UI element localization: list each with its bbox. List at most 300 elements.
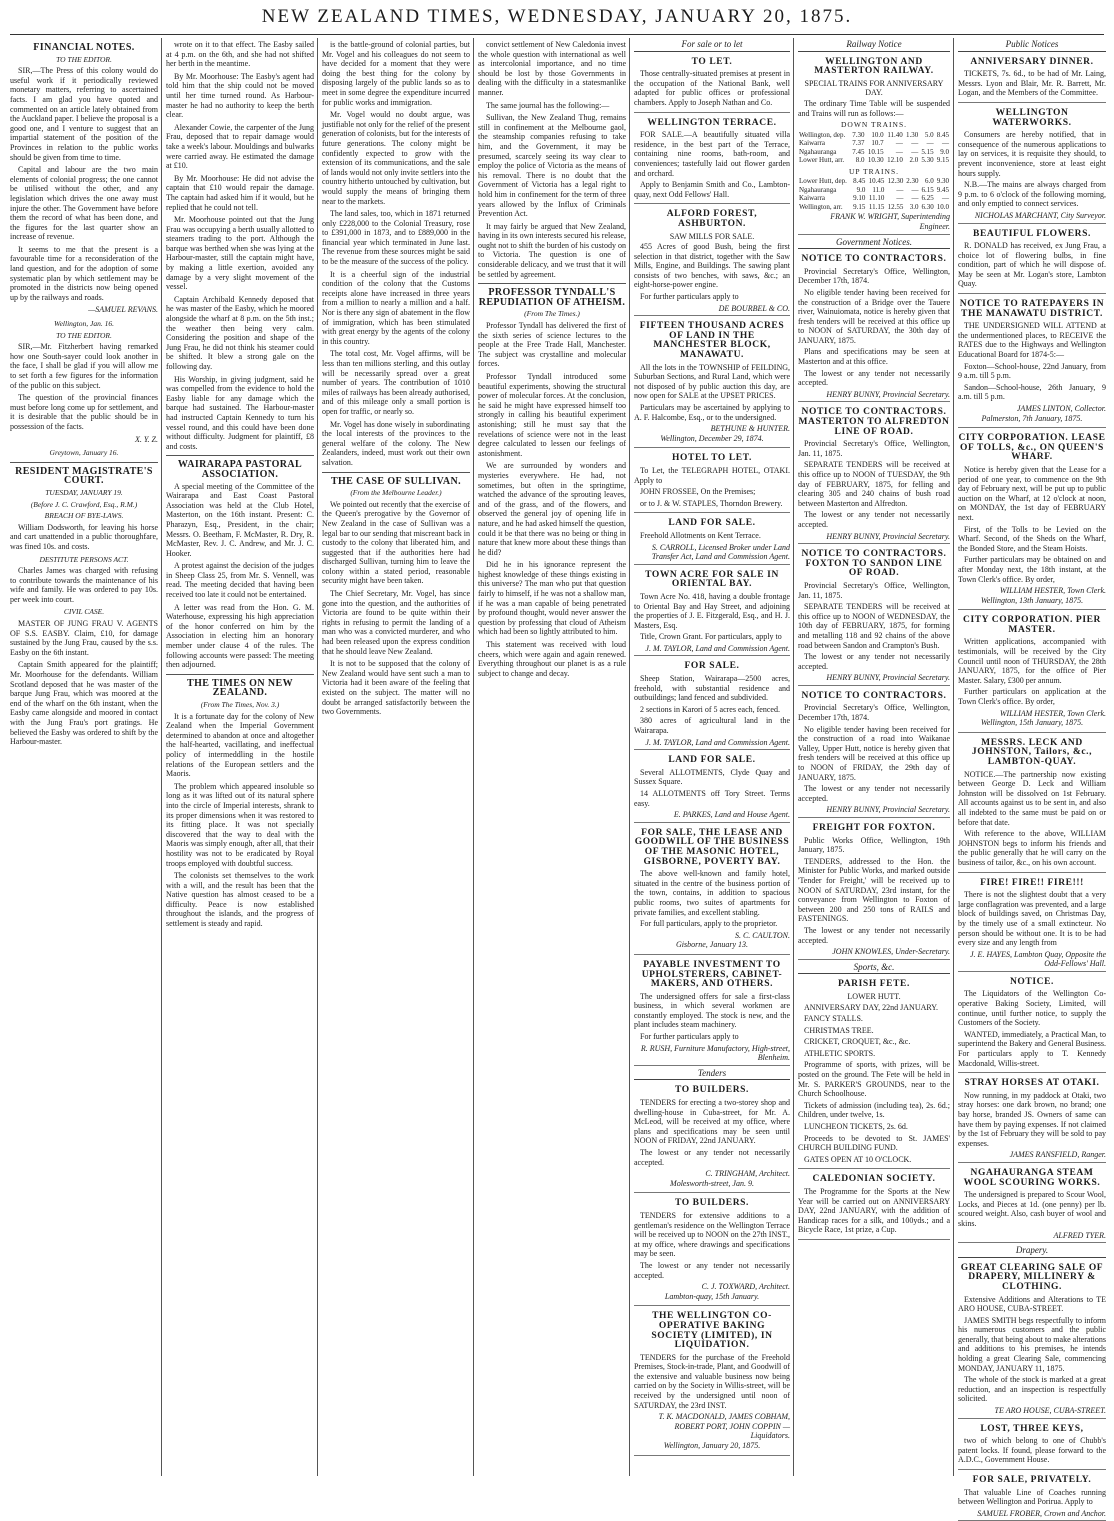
timetable-cell: 9.15 xyxy=(853,202,866,211)
article-paragraph: This statement was received with loud cheers, which were again and again renewed. Everything throughout our planet is as a rule subject to change and decay. xyxy=(478,640,626,678)
timetable-cell: 9.0 xyxy=(856,185,866,194)
advertisement xyxy=(958,55,1106,103)
article-subheading: (From the Melbourne Leader.) xyxy=(350,488,442,498)
article-paragraph: convict settlement of New Caledonia invest the whole question with international as well as intercolonial importance, and no time should be lost by those Governments in dealing with the difficulty in a statesmanlike manner. xyxy=(478,40,626,97)
advertisement xyxy=(634,826,790,955)
advertisement-title: LAND FOR SALE. xyxy=(668,518,756,529)
advertisement-title: GREAT CLEARING SALE OF DRAPERY, MILLINERY & CLOTHING. xyxy=(960,1262,1104,1292)
advertisement xyxy=(634,659,790,750)
timetable-cell: 9.0 xyxy=(940,147,949,156)
article-signature: —SAMUEL REVANS. xyxy=(88,305,158,315)
advertisement-text: The ordinary Time Table will be suspended and Trains will run as follows:— xyxy=(798,98,950,118)
masthead-rule xyxy=(10,34,1104,35)
advertisement-title: PAYABLE INVESTMENT TO UPHOLSTERERS, CABINET-MAKERS, AND OTHERS. xyxy=(641,959,783,990)
column-rule xyxy=(317,38,318,1476)
article-paragraph: Did he in his ignorance represent the highest knowledge of these things existing in this universe? The man who put that question fairly to himself, if he was not a shallow man, if he was a man capable of being penetrated by profound thought, would never answer the question by professing that cloud of Atheism which had been so lightly attributed to him. xyxy=(478,560,626,637)
advertisement-signature: ALFRED TYER. xyxy=(1053,1230,1106,1240)
article-paragraph: Charles James was charged with refusing to contribute towards the maintenance of his wife and family. He was ordered to pay 10s. per week into court. xyxy=(10,566,158,604)
advertisement xyxy=(958,1261,1106,1419)
advertisement-text: Those centrally-situated premises at present in the occupation of the National Bank, well adapted for public offices or professional chambers. Apply to Joseph Nathan and Co. xyxy=(634,69,790,107)
advertisement-date: Lambton-quay, 15th January. xyxy=(664,1291,760,1301)
advertisement-signature: WILLIAM HESTER, Town Clerk. xyxy=(999,586,1106,596)
article-signature: X. Y. Z. xyxy=(134,434,158,444)
article-paragraph: The same journal has the following:— xyxy=(486,100,610,110)
timetable-cell: 9.15 xyxy=(936,156,949,165)
advertisement-signature: HENRY BUNNY, Provincial Secretary. xyxy=(826,389,950,399)
advertisement xyxy=(798,689,950,818)
timetable-cell: 6.0 xyxy=(924,177,934,186)
timetable-cell: 3.0 xyxy=(909,202,919,211)
advertisement-text: Particulars may be ascertained by applying to A. F. Halcombe, Esq., or to the undersigned. xyxy=(634,403,790,422)
timetable-cell: 12.55 xyxy=(887,202,904,211)
advertisement-text: Notice is hereby given that the Lease for a period of one year, to commence on the 9th day of February next, will be put up to public auction on the Wharf, at 12 o'clock at noon, on MONDAY, the 1st day of FEBRUARY next. xyxy=(958,464,1106,522)
advertisement xyxy=(634,1309,790,1455)
advertisement-title: LAND FOR SALE. xyxy=(668,755,756,766)
advertisement-signature: NICHOLAS MARCHANT, City Surveyor. xyxy=(974,210,1106,220)
advertisement-title: WELLINGTON WATERWORKS. xyxy=(992,107,1072,128)
advertisement-title: ALFORD FOREST, ASHBURTON. xyxy=(666,209,758,229)
timetable-cell: — xyxy=(911,147,919,156)
article-subheading: TO THE EDITOR. xyxy=(56,330,112,340)
timetable-cell: 10.30 xyxy=(867,156,884,165)
article-paragraph: Captain Archibald Kennedy deposed that he was master of the Easby, which he moored alongside the wharf at 8 p.m. on the 5th inst.; the weather then being very calm. Considering the position and shape of the Jung Frau, he did not think his steamer could be shifted. It blew a strong gale on the following day. xyxy=(166,294,314,371)
timetable-caption: DOWN TRAINS. xyxy=(840,120,908,130)
advertisement-text: The Programme for the Sports at the New Year will be carried out on ANNIVERSARY DAY, 22nd JANUARY, with the addition of Handicap races for a silk, and 100yds.; and a Bicycle Race, 1st prize, a Cup. xyxy=(798,1187,950,1235)
article-paragraph: A letter was read from the Hon. G. M. Waterhouse, expressing his high appreciation of the honor conferred on him by the Association in electing him an honorary member under clause 4 of the rules. The following accounts were passed: The meeting then adjourned. xyxy=(166,602,314,670)
advertisement-text: 2 sections in Karori of 5 acres each, fenced. xyxy=(640,704,780,714)
timetable-cell: 2.30 xyxy=(906,177,919,186)
advertisement-text: Apply to Benjamin Smith and Co., Lambton-quay, next Odd Fellows' Hall. xyxy=(634,180,790,199)
timetable-cell: — xyxy=(911,185,919,194)
advertisement-text: The undersigned is prepared to Scour Wool, Locks, and Pieces at 1d. (one penny) per lb. scoured weight. Also, cash buyer of wool and skins. xyxy=(958,1190,1106,1228)
article-paragraph: It is not to be supposed that the colony of New Zealand would have sent such a man to Victoria had it been aware of the feeling that existed on the subject. The matter will no doubt be arranged satisfactorily between the two Governments. xyxy=(322,659,470,717)
timetable-cell: 9.30 xyxy=(936,177,949,186)
timetable-cell: Lower Hutt, dep. xyxy=(799,177,847,186)
advertisement-text: Proceeds to be devoted to St. JAMES' CHURCH BUILDING FUND. xyxy=(798,1133,950,1153)
advertisement-text: Freehold Allotments on Kent Terrace. xyxy=(640,530,761,540)
advertisement-signature: J. M. TAYLOR, Land and Commission Agent. xyxy=(645,737,790,747)
column-rule xyxy=(473,38,474,1476)
advertisement xyxy=(958,1166,1106,1243)
timetable-cell: 7.37 xyxy=(852,139,865,148)
advertisement-date: Palmerston, 7th January, 1875. xyxy=(981,413,1083,423)
advertisement xyxy=(634,958,790,1066)
advertisement-text: TENDERS for extensive additions to a gentleman's residence on the Wellington Terrace will be received up to NOON on the 27th INST., at my office, where drawings and specifications may be seen. xyxy=(634,1210,790,1259)
article-paragraph: Sullivan, the New Zealand Thug, remains still in confinement at the Melbourne gaol, the steamship companies refusing to take him, and the Government, it may be presumed, scarcely seeing its way clear to employ the police of Victoria as the means of his removal. There is no doubt that the Government of Victoria has a legal right to hold him in confinement for the term of three years allowed by the Influx of Criminals Prevention Act. xyxy=(478,113,626,219)
advertisement-date: Wellington, 13th January, 1875. xyxy=(980,595,1084,605)
article-paragraph: SIR,—Mr. Fitzherbert having remarked how one South-sayer could look another in the face, I shall be glad if you will allow me to set forth a few figures for the information of the public on this subject. xyxy=(10,342,158,390)
article-paragraph: wrote on it to that effect. The Easby sailed at 4 p.m. on the 6th, and she had not shifted her berth in the meantime. xyxy=(166,40,314,69)
advertisement-text: The undersigned offers for sale a first-class business, in which several workmen are constantly employed. The stock is new, and the plant includes steam machinery. xyxy=(634,991,790,1030)
timetable-cell: — xyxy=(911,194,919,203)
advertisement-text: Public Works Office, Wellington, 19th January, 1875. xyxy=(798,835,950,855)
advertisement-text: GATES OPEN AT 10 O'CLOCK. xyxy=(804,1154,912,1164)
advertisement-text: The lowest or any tender not necessarily accepted. xyxy=(798,368,950,388)
advertisement-text: Provincial Secretary's Office, Wellington, Jan. 11, 1875. xyxy=(798,439,950,458)
timetable-cell: Kaiwarra xyxy=(799,194,826,203)
timetable-row xyxy=(798,139,950,148)
advertisement-text: No eligible tender having been received for the construction of a Bridge over the Tauere river, Wainuiomata, notice is hereby given that fresh tenders will be received at this office up to NOON of SATURDAY, the 30th day of JANUARY, 1875. xyxy=(798,287,950,345)
advertisement-title: FIRE! FIRE!! FIRE!!! xyxy=(980,877,1084,888)
advertisement-date: Gisborne, January 13. xyxy=(676,940,748,950)
column-rule xyxy=(161,38,162,1476)
timetable-cell: 8.45 xyxy=(936,130,949,139)
column-3 xyxy=(322,40,470,1476)
advertisement-signature: HENRY BUNNY, Provincial Secretary. xyxy=(826,805,950,815)
article-paragraph: William Dodsworth, for leaving his horse and cart unattended in a public thoroughfare, was fined 10s. and costs. xyxy=(10,522,158,551)
advertisement xyxy=(958,1473,1106,1521)
timetable-cell: — xyxy=(896,194,904,203)
advertisement-title: CITY CORPORATION. PIER MASTER. xyxy=(962,615,1102,635)
advertisement-title: TO BUILDERS. xyxy=(674,1085,750,1096)
advertisement xyxy=(634,753,790,823)
advertisement-signature: C. TRINGHAM, Architect. xyxy=(705,1169,790,1179)
advertisement-text: The lowest or any tender not necessarily accepted. xyxy=(798,784,950,803)
advertisement-text: The above well-known and family hotel, situated in the centre of the business portion of the town, contains, in addition to spacious public rooms, two suites of apartments for private families, and excellent stabling. xyxy=(634,869,790,917)
timetable-row xyxy=(798,131,950,140)
article-heading: THE CASE OF SULLIVAN. xyxy=(330,475,462,487)
column-rule xyxy=(793,38,794,1476)
advertisement-text: Further particulars may be obtained on and after Monday next, the 18th instant, at the Town Clerk's office. By order, xyxy=(958,555,1106,584)
advertisement xyxy=(634,451,790,513)
advertisement-text: All the lots in the TOWNSHIP of FEILDING, Suburban Sections, and Rural Land, which were not disposed of by public auction this day, are now open for SALE at the UPSET PRICES. xyxy=(634,362,790,401)
timetable-cell: 10.0 xyxy=(936,202,949,211)
column-7 xyxy=(958,39,1106,1518)
advertisement xyxy=(634,55,790,113)
article-subheading: Wellington, Jan. 16. xyxy=(54,319,114,329)
advertisement-title: CITY CORPORATION. LEASE OF TOLLS, &c., ON QUEEN'S WHARF. xyxy=(958,433,1106,463)
article-heading: PROFESSOR TYNDALL'S REPUDIATION OF ATHEISM. xyxy=(478,287,626,308)
advertisement-signature: T. K. MACDONALD, JAMES COBHAM, ROBERT PORT, JOHN COPPIN — Liquidators. xyxy=(658,1412,790,1441)
timetable-cell: 7.30 xyxy=(852,130,865,139)
section-divider xyxy=(166,674,314,675)
advertisement xyxy=(958,1076,1106,1163)
timetable-cell: — xyxy=(895,147,903,156)
timetable-cell: — xyxy=(942,139,949,148)
advertisement-title: TO LET. xyxy=(691,56,733,67)
advertisement-signature: J. E. HAYES, Lambton Quay, Opposite the Odd-Fellows' Hall. xyxy=(970,949,1106,969)
timetable-cell: 10.0 xyxy=(871,130,884,139)
advertisement-subtitle: LOWER HUTT. xyxy=(847,991,901,1001)
advertisement-text: N.B.—The mains are always charged from 9 p.m. to 6 o'clock of the following morning, and only emptied to connect services. xyxy=(958,180,1106,209)
advertisement-text: Further particulars on application at the Town Clerk's office. By order, xyxy=(958,687,1106,707)
advertisement-text: Sandon—School-house, 26th January, 9 a.m. till 5 p.m. xyxy=(958,382,1106,402)
advertisement-title: NOTICE TO CONTRACTORS. MASTERTON TO ALFREDTON LINE OF ROAD. xyxy=(798,407,950,437)
timetable-row xyxy=(798,186,950,195)
advertisement-text: Provincial Secretary's Office, Wellington, Jan. 11, 1875. xyxy=(798,580,950,600)
timetable-cell: — xyxy=(911,139,919,148)
column-rule xyxy=(953,38,954,1476)
advertisement-title: FOR SALE. xyxy=(684,661,740,672)
article-paragraph: Capital and labour are the two main elements of colonial progress; the one cannot be utilised without the other, and any legislation which drives the one away must injure the other. The Government have before them the record of what has been done, and the figures for the last quarter show an increase of revenue. xyxy=(10,165,158,242)
article-paragraph: Mr. Moorhouse pointed out that the Jung Frau was occupying a berth usually allotted to steamers trading to the port. Although the barque was berthed when she was lying at the Harbour-master, still the captain might have, by making a little exertion, avoided any damage by a very slight movement of the vessel. xyxy=(166,215,314,292)
advertisement-date: Wellington, 15th January, 1875. xyxy=(980,718,1084,728)
article-paragraph: The land sales, too, which in 1871 returned only £228,000 to the Colonial Treasury, rose to £391,000 in 1873, and to £889,000 in the financial year which terminated in June last. The revenue from these sources might be said to be the measure of the success of the policy. xyxy=(322,209,470,267)
timetable-cell: 2.0 xyxy=(909,156,919,165)
advertisement xyxy=(958,297,1106,428)
timetable-cell: 7.45 xyxy=(852,147,865,156)
advertisement-title: PARISH FETE. xyxy=(838,979,910,990)
advertisement xyxy=(798,821,950,960)
timetable-cell: — xyxy=(942,194,949,203)
advertisement xyxy=(958,431,1106,610)
article-paragraph: The Chief Secretary, Mr. Vogel, has since gone into the question, and the authorities of Victoria are found to be quite within their rights in refusing to permit the landing of a man who was a convicted murderer, and who had been released upon the express condition that he should leave New Zealand. xyxy=(322,589,470,656)
article-subheading: DESTITUTE PERSONS ACT. xyxy=(39,554,129,564)
advertisement-text: R. DONALD has received, ex Jung Frau, a choice lot of flowering bulbs, in fine condition, part of which he will dispose of. May be seen at Mr. Logan's store, Lambton Quay. xyxy=(958,241,1106,289)
article-subheading: Greytown, January 16. xyxy=(49,448,119,458)
advertisement-text: First, of the Tolls to be Levied on the Wharf. Second, of the Sheds on the Wharf, the Bonded Store, and the Steam Hoists. xyxy=(958,524,1106,553)
article-paragraph: A special meeting of the Committee of the Wairarapa and East Coast Pastoral Association was held at the Club Hotel, Masterton, on the 16th instant. Present: C. Pharazyn, Esq., President, in the chair; Messrs. O. Beetham, F. McMaster, R. Dry, R. McMaster, Rev. J. C. Andrew, and Mr. J. C. Hooker. xyxy=(166,481,314,558)
advertisement-title: FREIGHT FOR FOXTON. xyxy=(812,823,936,833)
section-divider xyxy=(322,472,470,473)
advertisement-text: There is not the slightest doubt that a very large conflagration was prevented, and a large block of buildings saved, on Christmas Day, by the timely use of a small extincteur. No person should be without one. It is to be had every size and any length from xyxy=(958,890,1106,948)
advertisement-text: THE UNDERSIGNED WILL ATTEND at the undermentioned places, to RECEIVE the RATES due to the Highways and Wellington Educational Board for 1874-5:— xyxy=(958,321,1106,360)
advertisement-title: TO BUILDERS. xyxy=(674,1198,750,1209)
advertisement-text: For further particulars apply to xyxy=(640,1032,739,1042)
advertisement-title: WELLINGTON TERRACE. xyxy=(647,117,777,128)
advertisement-text: No eligible tender having been received for the construction of a road into Waikanae Valley, Upper Hutt, notice is hereby given that fresh tenders will be received at this office up to NOON of FRIDAY, the 29th day of JANUARY, 1875. xyxy=(798,724,950,782)
advertisement-text: Foxton—School-house, 22nd January, from 9 a.m. till 5 p.m. xyxy=(958,361,1106,381)
advertisement-signature: DE BOURBEL & CO. xyxy=(718,303,790,313)
article-paragraph: Mr. Vogel would no doubt argue, was justifiable not only for the relief of the present generation of colonists, but for the interests of future generations. The colony might be confidently expected to grow with the extension of its communications, and the sale of lands would not only invite settlers into the country hitherto untouched by cultivation, but would supply the means of bringing them near to the markets. xyxy=(322,110,470,206)
advertisement-text: To Let, the TELEGRAPH HOTEL, OTAKI. Apply to xyxy=(634,465,790,485)
advertisement-text: SEPARATE TENDERS will be received at this office up to NOON of WEDNESDAY, the 10th day of FEBRUARY, 1875, for forming and metalling 118 and 92 chains of the above road between Sandon and Crampton's Bush. xyxy=(798,602,950,650)
advertisement xyxy=(634,1083,790,1193)
article-paragraph: It is a cheerful sign of the industrial condition of the colony that the Customs receipts alone have increased in three years from a million to nearly a million and a half. Nor is there any sign of abatement in the flow of immigration, which has been stimulated with great energy by the agents of the colony in this country. xyxy=(322,269,470,346)
article-paragraph: It is a fortunate day for the colony of New Zealand when the Imperial Government determined to abandon at once and altogether the half-hearted, vacillating, and ineffectual policy of intermeddling in the hostile relations of the European settlers and the Maoris. xyxy=(166,711,314,779)
timetable-cell: Ngahauranga xyxy=(799,147,837,156)
advertisement-text: JAMES SMITH begs respectfully to inform his numerous customers and the public generally, that being about to make alterations and additions to his premises, he intends holding a great Clearing Sale, commencing MONDAY, JANUARY 11, 1875. xyxy=(958,1315,1106,1373)
timetable-cell: 11.10 xyxy=(868,194,885,203)
article-paragraph: A protest against the decision of the judges in Sheep Class 25, from Mr. S. Vennell, was read. The meeting decided that having been received too late it could not be entertained. xyxy=(166,561,314,600)
timetable-cell: 6.15 xyxy=(921,185,934,194)
advertisement-text: CHRISTMAS TREE. xyxy=(804,1025,874,1035)
masthead: NEW ZEALAND TIMES, WEDNESDAY, JANUARY 20, 1875. xyxy=(261,6,853,27)
advertisement-text: SEPARATE TENDERS will be received at this office up to NOON of TUESDAY, the 9th day of FEBRUARY, 1875, for felling and clearing 305 and 240 chains of bush road between Masterton and Alfredton. xyxy=(798,460,950,508)
timetable-cell: 11.40 xyxy=(887,130,903,139)
timetable-cell: 12.30 xyxy=(887,177,904,186)
article-heading: FINANCIAL NOTES. xyxy=(33,42,135,53)
advertisement-text: For full particulars, apply to the proprietor. xyxy=(640,919,778,929)
advertisement-title: ANNIVERSARY DINNER. xyxy=(970,56,1094,67)
article-subheading: CIVIL CASE. xyxy=(63,607,105,617)
advertisement-signature: WILLIAM HESTER, Town Clerk. xyxy=(999,708,1106,718)
advertisement-text: Provincial Secretary's Office, Wellington, December 17th, 1874. xyxy=(798,703,950,723)
section-header: Tenders xyxy=(634,1069,790,1081)
advertisement-text: WANTED, immediately, a Practical Man, to superintend the Bakery and General Business. For particulars apply to T. Kennedy Macdonald, Willis-street. xyxy=(958,1029,1106,1068)
advertisement-title: FOR SALE, THE LEASE AND GOODWILL OF THE BUSINESS OF THE MASONIC HOTEL, GISBORNE, POVERTY BAY. xyxy=(634,827,790,867)
timetable-cell: Lower Hutt, arr. xyxy=(799,156,845,165)
advertisement-signature: BETHUNE & HUNTER. xyxy=(710,424,790,434)
article-paragraph: We pointed out recently that the exercise of the Queen's prerogative by the Governor of New Zealand in the case of Sullivan was a legal bar to our sending that miscreant back in custody to the colony that liberated him, and suggested that if the authorities here had discharged Sullivan, turning him to leave the colony within a stated period, reasonable security might have been taken. xyxy=(322,499,470,586)
advertisement xyxy=(958,975,1106,1073)
timetable-row xyxy=(798,194,950,203)
timetable-cell: 9.10 xyxy=(853,194,866,203)
column-6 xyxy=(798,40,950,1476)
article-heading: RESIDENT MAGISTRATE'S COURT. xyxy=(15,465,153,487)
advertisement-title: STRAY HORSES AT OTAKI. xyxy=(964,1078,1100,1089)
article-paragraph: We are surrounded by wonders and mysteries everywhere. He had, not sometimes, but often in the springtime, watched the advance of the sprouting leaves, and of the grass, and of the flowers, and observed the general joy of opening life in nature, and he had asked himself the question, could it be that there was no being or thing in nature that knew more about these things than he did? xyxy=(478,461,626,557)
article-paragraph: Mr. Vogel has done wisely in subordinating the local interests of the provinces to the general welfare of the colony. The New Zealanders, indeed, must work out their own salvation. xyxy=(322,419,470,467)
advertisement-text: The lowest or any tender not necessarily accepted. xyxy=(798,510,950,529)
advertisement-title: HOTEL TO LET. xyxy=(672,453,752,464)
advertisement xyxy=(958,876,1106,972)
advertisement-date: Molesworth-street, Jan. 9. xyxy=(670,1178,754,1188)
article-paragraph: The question of the provincial finances must before long come up for settlement, and it is desirable that the public should be in possession of the facts. xyxy=(10,393,158,431)
advertisement-text: 455 Acres of good Bush, being the first selection in that district, together with the Saw Mills, Engine, and Buildings. The sawing plant consists of two benches, with saws, &c.; an eight-horse-power engine. xyxy=(634,242,790,290)
column-1 xyxy=(10,40,158,1476)
section-header: Railway Notice xyxy=(798,40,950,52)
advertisement-signature: HENRY BUNNY, Provincial Secretary. xyxy=(826,673,950,683)
article-paragraph: By Mr. Moorhouse: The Easby's agent had told him that the ship could not be moved until her time turned round. As Harbour-master he had no authority to keep the berth clear. xyxy=(166,71,314,120)
advertisement xyxy=(958,227,1106,295)
advertisement-text: Sheep Station, Wairarapa—2500 acres, freehold, with substantial residence and outbuildings; land fenced and subdivided. xyxy=(634,674,790,703)
advertisement-title: NOTICE TO CONTRACTORS. xyxy=(801,254,947,265)
advertisement-signature: JOHN KNOWLES, Under-Secretary. xyxy=(832,947,950,957)
column-rule xyxy=(629,38,630,1476)
timetable-cell: 6.30 xyxy=(921,202,934,211)
advertisement-text: With reference to the above, WILLIAM JOHNSTON begs to inform his friends and the public generally that he will carry on the business of tailor, &c., on his own account. xyxy=(958,829,1106,867)
advertisement-text: Extensive Additions and Alterations to TE ARO HOUSE, CUBA-STREET. xyxy=(958,1294,1106,1314)
advertisement-signature: FRANK W. WRIGHT, Superintending Engineer. xyxy=(830,212,950,231)
advertisement-signature: JAMES LINTON, Collector. xyxy=(1016,404,1106,413)
article-paragraph: Professor Tyndall has delivered the first of the sixth series of science lectures to the people at the Free Trade Hall, Manchester. The subject was crystalline and molecular forces. xyxy=(478,321,626,369)
article-paragraph: SIR,—The Press of this colony would do useful work if it periodically reviewed monetary matters, referring to ascertained facts. I am glad you have quoted and commented on an article lately obtained from the Auckland paper. I believe the proposal is a good one, and I venture to suggest that an impartial statement of the position of the Provinces in relation to the public works should be given from time to time. xyxy=(10,66,158,162)
timetable-cell: — xyxy=(895,139,903,148)
advertisement xyxy=(634,116,790,205)
advertisement-subtitle: SPECIAL TRAINS FOR ANNIVERSARY DAY. xyxy=(804,78,944,98)
advertisement-title: CALEDONIAN SOCIETY. xyxy=(812,1174,936,1185)
advertisement-text: Programme of sports, with prizes, will be posted on the ground. The Fete will be held in Mr. S. PARKER'S GROUNDS, near to the Church Schoolhouse. xyxy=(798,1060,950,1099)
advertisement-title: THE WELLINGTON CO-OPERATIVE BAKING SOCIETY (LIMITED), IN LIQUIDATION. xyxy=(651,1311,773,1351)
timetable-cell: 11.15 xyxy=(868,202,885,211)
section-header: Public Notices xyxy=(958,40,1106,52)
advertisement xyxy=(634,319,790,448)
article-heading: WAIRARAPA PASTORAL ASSOCIATION. xyxy=(177,459,303,480)
timetable-caption: UP TRAINS. xyxy=(848,166,899,176)
column-4 xyxy=(478,40,626,1476)
article-subheading: (From The Times.) xyxy=(524,309,580,319)
column-5 xyxy=(634,40,790,1476)
advertisement xyxy=(958,106,1106,224)
article-subheading: BREACH OF BYE-LAWS. xyxy=(44,511,124,521)
advertisement xyxy=(798,977,950,1169)
timetable-row xyxy=(798,177,950,186)
article-paragraph: It may fairly be argued that New Zealand, having in its own interests secured his release, ought not to shift the burden of his custody on to Victoria. The question is one of considerable delicacy, and we trust that it will be settled by agreement. xyxy=(478,221,626,279)
advertisement-text: ANNIVERSARY DAY, 22nd JANUARY. xyxy=(804,1002,939,1012)
advertisement-signature: SAMUEL FROBER, Crown and Anchor. xyxy=(977,1508,1106,1518)
timetable-row xyxy=(798,156,950,165)
timetable-cell: Kaiwarra xyxy=(799,139,826,148)
advertisement xyxy=(958,613,1106,733)
advertisement-signature: S. C. CAULTON. xyxy=(734,930,790,940)
timetable-cell: 8.45 xyxy=(853,177,866,186)
section-divider xyxy=(166,455,314,456)
advertisement-text: TICKETS, 7s. 6d., to be had of Mr. Laing, Messrs. Lyon and Blair, Mr. R. Barrett, Mr. Logan, and the Members of the Committee. xyxy=(958,69,1106,98)
advertisement xyxy=(798,252,950,402)
article-subheading: (From The Times, Nov. 3.) xyxy=(200,700,280,709)
advertisement-text: 380 acres of agricultural land in the Wairarapa. xyxy=(634,716,790,736)
advertisement-text: Tickets of admission (including tea), 2s. 6d.; Children, under twelve, 1s. xyxy=(798,1100,950,1120)
advertisement xyxy=(798,1172,950,1240)
advertisement-text: FOR SALE.—A beautifully situated villa residence, in the best part of the Terrace, containing nine rooms, bath-room, and conveniences; tastefully laid out flower garden and orchard. xyxy=(634,130,790,178)
timetable-row xyxy=(798,203,950,212)
advertisement xyxy=(958,736,1106,873)
advertisement-text: TENDERS for the purchase of the Freehold Premises, Stock-in-trade, Plant, and Goodwill of the extensive and valuable business now being carried on by the Society in Willis-street, will be received by the undersigned until noon of SATURDAY, the 23rd INST. xyxy=(634,1352,790,1410)
timetable-cell: Wellington, arr. xyxy=(799,202,843,211)
timetable-down xyxy=(798,131,950,165)
advertisement-title: MESSRS. LECK AND JOHNSTON, Tailors, &c., LAMBTON-QUAY. xyxy=(971,737,1093,767)
article-paragraph: His Worship, in giving judgment, said he was compelled from the evidence to hold the Easby liable for any damage which the barque had sustained. The Harbour-master had instructed Captain Kennedy to turn his vessel round, and this could have been done without difficulty. Judgment for plaintiff, £8 and costs. xyxy=(166,374,314,451)
timetable-cell: 10.45 xyxy=(868,177,885,186)
advertisement-text: The Liquidators of the Wellington Co-operative Baking Society, Limited, will continue, until further notice, to supply the Customers of the Society. xyxy=(958,989,1106,1028)
timetable-cell: 9.45 xyxy=(936,185,949,194)
article-paragraph: Professor Tyndall introduced some beautiful experiments, showing the structural power of molecular forces. At the conclusion, he said he might have expressed himself too strongly in calling his beautiful experiment astonishing; still he must say that the revelations of science were not in the least degree calculated to lessen our feelings of astonishment. xyxy=(478,372,626,458)
advertisement-title: NOTICE TO RATEPAYERS IN THE MANAWATU DISTRICT. xyxy=(959,299,1105,319)
advertisement xyxy=(958,1422,1106,1470)
article-paragraph: The colonists set themselves to the work with a will, and the result has been that the Native question has almost ceased to be a difficulty. Peace is now established throughout the islands, and the progress of settlement is steady and rapid. xyxy=(166,871,314,929)
article-subheading: (Before J. C. Crawford, Esq., R.M.) xyxy=(30,499,138,509)
advertisement xyxy=(798,547,950,686)
advertisement-signature: C. J. TOXWARD, Architect. xyxy=(701,1282,790,1292)
article-subheading: TUESDAY, JANUARY 19. xyxy=(45,487,123,497)
advertisement-text: Now running, in my paddock at Otaki, two stray horses: one dark brown, no brand; one bay horse, branded JS. Owners of same can have them by paying expenses. If not claimed by the 1st of February they will be sold to pay expenses. xyxy=(958,1090,1106,1148)
advertisement xyxy=(634,207,790,316)
article-paragraph: is the battle-ground of colonial parties, but Mr. Vogel and his colleagues do not seem to have decided for a moment that they were doing the best thing for the colony by disposing largely of the public lands so as to meet in some degree the expenditure incurred for public works and immigration. xyxy=(322,40,470,107)
advertisement-text: Several ALLOTMENTS, Clyde Quay and Sussex Square. xyxy=(634,767,790,787)
timetable-cell: 12.10 xyxy=(887,156,903,165)
advertisement-text: 14 ALLOTMENTS off Tory Street. Terms easy. xyxy=(634,789,790,808)
advertisement-signature: S. CARROLL, Licensed Broker under Land Transfer Act, Land and Commission Agent. xyxy=(651,542,790,562)
article-paragraph: It seems to me that the present is a favourable time for a reconsideration of the land question, and for the adoption of some systematic plan by which settlement may be promoted in the districts now being opened up by the railways and roads. xyxy=(10,244,158,302)
article-paragraph: Captain Smith appeared for the plaintiff; Mr. Moorhouse for the defendants. William Scotland deposed that he was master of the barque Jung Frau, which was moored at the end of the wharf on the 6th instant, when the Easby came alongside and moored in contact with the Jung Frau's port gratings. He believed the Easby was ordered to shift by the Harbour-master. xyxy=(10,660,158,747)
advertisement-text: Town Acre No. 418, having a double frontage to Oriental Bay and Hay Street, and adjoining the properties of J. E. Fitzgerald, Esq., and H. J. Masters, Esq. xyxy=(634,591,790,630)
article-heading: THE TIMES ON NEW ZEALAND. xyxy=(187,677,293,699)
advertisement-signature: J. M. TAYLOR, Land and Commission Agent. xyxy=(645,643,790,653)
section-divider xyxy=(478,283,626,284)
advertisement-text: NOTICE.—The partnership now existing between George D. Leck and William Johnston will be dissolved on 1st February. All accounts against us to be sent in, and also all indebted to the same must be paid on or before that date. xyxy=(958,769,1106,827)
advertisement-title: FOR SALE, PRIVATELY. xyxy=(972,1475,1092,1485)
advertisement-title: FIFTEEN THOUSAND ACRES OF LAND IN THE MANCHESTER BLOCK, MANAWATU. xyxy=(639,321,785,361)
section-header: Drapery. xyxy=(958,1246,1106,1258)
advertisement-signature: JAMES RANSFIELD, Ranger. xyxy=(1009,1150,1106,1160)
advertisement-text: TENDERS for erecting a two-storey shop and dwelling-house in Cuba-street, for Mr. A. McLeod, will be received at my office, where plans and specifications may be seen until NOON of FRIDAY, 22nd JANUARY. xyxy=(634,1098,790,1146)
advertisement-text: The whole of the stock is marked at a great reduction, and an inspection is respectfully solicited. xyxy=(958,1375,1106,1404)
article-paragraph: The total cost, Mr. Vogel affirms, will be less than ten millions sterling, and this outlay will be necessarily spread over a great number of years. The contribution of 1010 miles of railways has been already authorised, and of this mileage only a small portion is open for traffic, or nearly so. xyxy=(322,349,470,416)
advertisement xyxy=(634,1196,790,1306)
article-paragraph: MASTER OF JUNG FRAU V. AGENTS OF S.S. EASBY. Claim, £10, for damage sustained by the Jung Frau, caused by the s.s. Easby on the 6th instant. xyxy=(10,619,158,657)
advertisement-title: NOTICE TO CONTRACTORS. xyxy=(801,690,947,701)
advertisement-text: That valuable Line of Coaches running between Wellington and Porirua. Apply to xyxy=(958,1487,1106,1507)
section-header: Government Notices. xyxy=(798,238,950,250)
timetable-cell: — xyxy=(926,139,934,148)
advertisement-title: TOWN ACRE FOR SALE IN ORIENTAL BAY. xyxy=(645,569,779,590)
advertisement-text: The lowest or any tender not necessarily accepted. xyxy=(634,1260,790,1280)
timetable-cell: 10.15 xyxy=(867,147,884,156)
advertisement xyxy=(634,568,790,657)
advertisement-title: NGAHAURANGA STEAM WOOL SCOURING WORKS. xyxy=(963,1167,1101,1188)
timetable-up xyxy=(798,177,950,211)
advertisement-text: Provincial Secretary's Office, Wellington, December 17th, 1874. xyxy=(798,266,950,286)
article-subheading: TO THE EDITOR. xyxy=(56,54,112,64)
advertisement-text: ATHLETIC SPORTS. xyxy=(804,1048,876,1058)
advertisement-text: two of which belong to one of Chubb's patent locks. If found, please forward to the A.D.C., Government House. xyxy=(958,1436,1106,1465)
advertisement-text: Title, Crown Grant. For particulars, apply to xyxy=(640,632,782,642)
advertisement-text: Consumers are hereby notified, that in consequence of the numerous applications to lay on services, it is requisite they should, to prevent inconvenience, store at least eight hours supply. xyxy=(958,130,1106,178)
article-paragraph: By Mr. Moorhouse: He did not advise the captain that £10 would repair the damage. The captain had asked him if it would, but he replied that he could not tell. xyxy=(166,173,314,212)
timetable-cell: Wellington, dep. xyxy=(799,130,846,139)
section-header: For sale or to let xyxy=(634,40,790,52)
